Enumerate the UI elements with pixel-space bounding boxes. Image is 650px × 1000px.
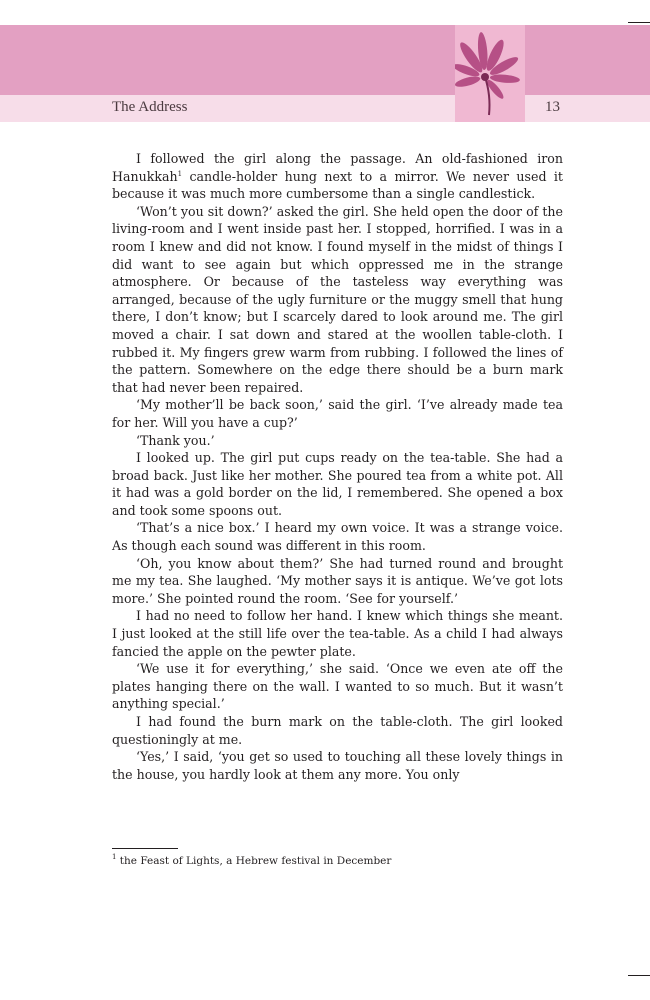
header-band: [0, 25, 650, 95]
paragraph-6: ‘That’s a nice box.’ I heard my own voice. It was a strange voice. As though each sound was different in this room.: [112, 520, 563, 554]
paragraph-10: I had found the burn mark on the table-cloth. The girl looked questioningly at me.: [112, 714, 563, 747]
footnote-marker: 1: [112, 853, 117, 861]
crop-mark-bottom: [628, 975, 650, 976]
paragraph-4: ‘Thank you.’: [136, 432, 215, 448]
paragraph-7: ‘Oh, you know about them?’ She had turned round and brought me my tea. She laughed. ‘My mother says it is antique. We’ve got lots more.’ She pointed round the room. ‘See for yourself.’: [112, 555, 563, 606]
header-ornament: [455, 25, 525, 122]
body-text: [112, 150, 563, 783]
page-number: 13: [545, 99, 560, 115]
paragraph-2: ‘Won’t you sit down?’ asked the girl. She held open the door of the living-room and I went inside past her. I stopped, horrified. I was in a room I knew and did not know. I found myself in the midst of things I did want to see again but which oppressed me in the strange atmosphere. Or because of the tasteless way everything was arranged, because of the ugly furniture or the muggy smell that hung there, I don’t know; but I scarcely dared to look around me. The girl moved a chair. I sat down and stared at the woollen table-cloth. I rubbed it. My fingers grew warm from rubbing. I followed the lines of the pattern. Somewhere on the edge there should be a burn mark that had never been repaired.: [112, 203, 563, 395]
footnote: [112, 854, 391, 868]
footnote-reference: 1: [177, 169, 183, 178]
footnote-divider: [112, 848, 178, 849]
crop-mark-top: [628, 22, 650, 23]
footnote-text: the Feast of Lights, a Hebrew festival in December: [116, 855, 392, 867]
paragraph-3: ‘My mother’ll be back soon,’ said the girl. ‘I’ve already made tea for her. Will you have a cup?’: [112, 397, 563, 430]
paragraph-11: ‘Yes,’ I said, ‘you get so used to touching all these lovely things in the house, you hardly look at them any more. You only: [112, 749, 563, 782]
paragraph-9: ‘We use it for everything,’ she said. ‘Once we even ate off the plates hanging there on the wall. I wanted to so much. But it wasn’t anything special.’: [112, 661, 563, 712]
paragraph-5: I looked up. The girl put cups ready on the tea-table. She had a broad back. Just like her mother. She poured tea from a white pot. All it had was a gold border on the lid, I remembered. She opened a box and took some spoons out.: [112, 450, 563, 518]
paragraph-1: I followed the girl along the passage. An old-fashioned iron Hanukkah$^1$ candle-holder hung next to a mirror. We never used it because it was much more cumbersome than a single candlestick.: [112, 151, 563, 202]
paragraph-8: I had no need to follow her hand. I knew which things she meant. I just looked at the still life over the tea-table. As a child I had always fancied the apple on the pewter plate.: [112, 608, 563, 659]
flower-ornament-icon: [455, 25, 525, 122]
running-title: The Address: [112, 99, 188, 115]
